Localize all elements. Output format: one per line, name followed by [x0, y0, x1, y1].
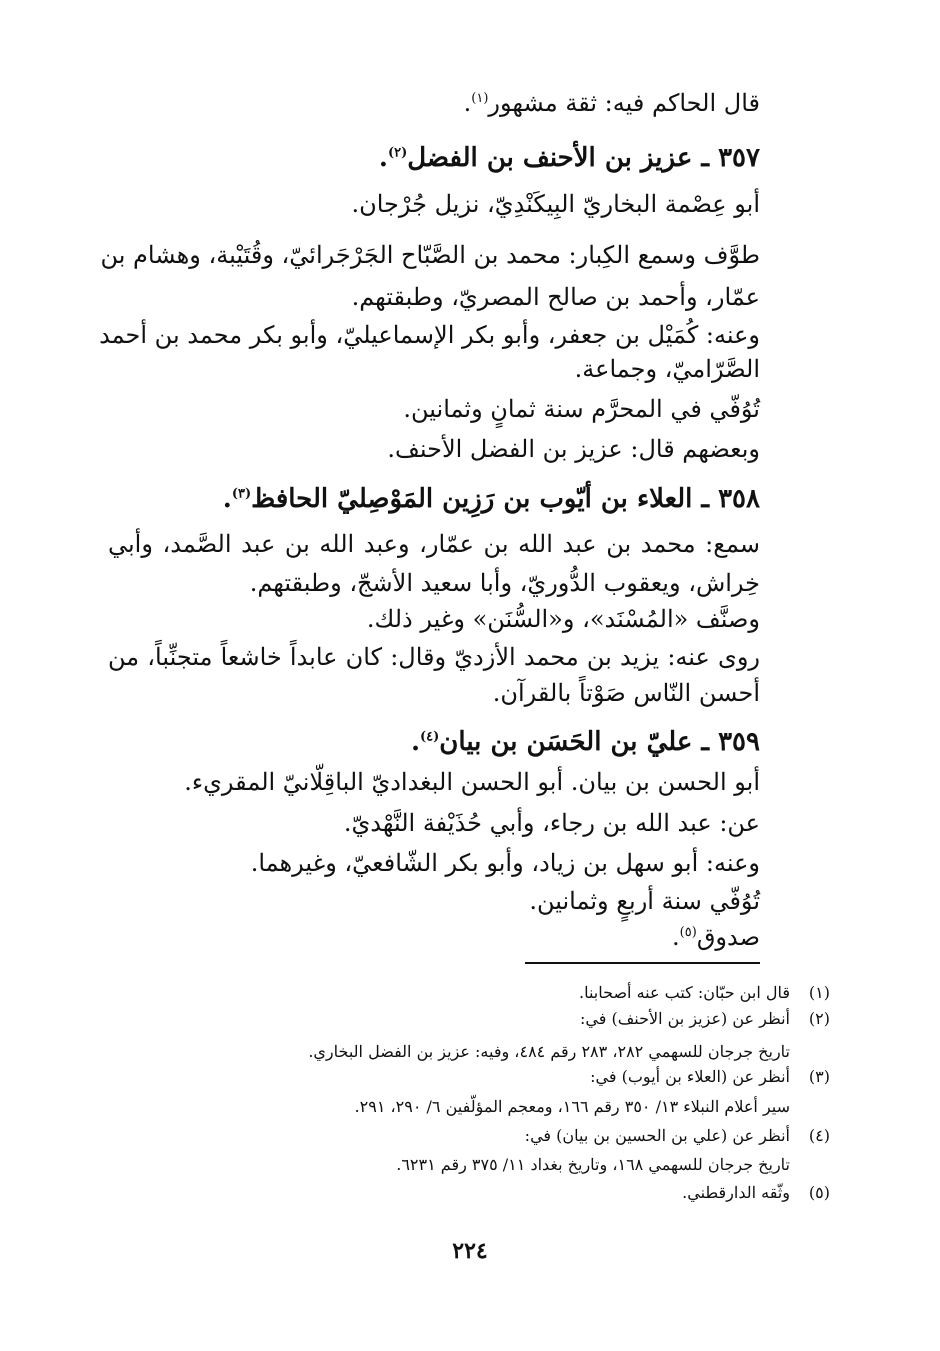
footnote-text: سير أعلام النبلاء ١٣/ ٣٥٠ رقم ١٦٦، ومعجم المؤلّفين ٦/ ٢٩٠، ٢٩١.: [354, 1097, 790, 1116]
body-line: أبو عِصْمة البخاريّ البِيكَنْدِيّ، نزيل جُرْجان.: [351, 190, 760, 218]
body-line: الصَّرّاميّ، وجماعة.: [574, 355, 760, 383]
footnote-text: تاريخ جرجان للسهمي ٢٨٢، ٢٨٣ رقم ٤٨٤، وفيه: عزيز بن الفضل البخاري.: [308, 1042, 790, 1061]
footnote-text: أنظر عن (علي بن الحسين بن بيان) في:: [524, 1126, 790, 1145]
footnote-ref: (٥): [679, 925, 697, 940]
footnote-text: أنظر عن (العلاء بن أيوب) في:: [590, 1067, 790, 1086]
footnote-ref: (١): [471, 91, 489, 106]
body-line: وبعضهم قال: عزيز بن الفضل الأحنف.: [387, 435, 760, 463]
footnote-ref: (٢): [387, 145, 408, 161]
footnote-ref: (٣): [231, 486, 252, 502]
page-number: ٢٢٤: [452, 1238, 488, 1264]
body-line: صدوق$^{(٥)}$.: [672, 923, 760, 951]
body-line: تُوُفّي سنة أربعٍ وثمانين.: [529, 887, 760, 915]
body-line: أحسن النّاس صَوْتاً بالقرآن.: [492, 679, 760, 707]
body-line: خِراش، ويعقوب الدُّوريّ، وأبا سعيد الأشجّ، وطبقتهم.: [249, 569, 760, 597]
body-line: عمّار، وأحمد بن صالح المصريّ، وطبقتهم.: [351, 283, 760, 311]
footnote-text: وثّقه الدارقطني.: [682, 1183, 790, 1202]
entry-heading-357: ٣٥٧ ـ عزيز بن الأحنف بن الفضل$^{(٢)}$.: [378, 143, 760, 173]
entry-heading-359: ٣٥٩ ـ عليّ بن الحَسَن بن بيان$^{(٤)}$.: [410, 727, 760, 757]
footnote-number: (٢): [808, 1009, 830, 1028]
body-line: تُوُفّي في المحرَّم سنة ثمانٍ وثمانين.: [403, 395, 760, 423]
footnote-text: أنظر عن (عزيز بن الأحنف) في:: [579, 1009, 790, 1028]
footnote-number: (٣): [808, 1067, 830, 1086]
body-line: وعنه: كُمَيْل بن جعفر، وأبو بكر الإسماعيليّ، وأبو بكر محمد بن أحمد: [99, 321, 760, 349]
footnote-number: (٥): [808, 1183, 830, 1202]
footnote-number: (٤): [808, 1126, 830, 1145]
footnote-text: قال ابن حبّان: كتب عنه أصحابنا.: [579, 983, 790, 1002]
body-line: عن: عبد الله بن رجاء، وأبي حُذَيْفة النَّهْديّ.: [343, 809, 760, 837]
body-line: قال الحاكم فيه: ثقة مشهور$^{(١)}$.: [463, 89, 760, 117]
body-line: وصنَّف «المُسْنَد»، و«السُّنَن» وغير ذلك.: [366, 605, 760, 633]
footnote-separator: [525, 962, 760, 964]
body-line: طوَّف وسمع الكِبار: محمد بن الصَّبّاح الجَرْجَرائيّ، وقُتَيْبة، وهشام بن: [100, 241, 760, 269]
footnote-ref: (٤): [420, 729, 440, 745]
footnote-number: (١): [808, 983, 830, 1002]
footnote-text: تاريخ جرجان للسهمي ١٦٨، وتاريخ بغداد ١١/ ٣٧٥ رقم ٦٢٣١.: [396, 1155, 790, 1174]
body-line: وعنه: أبو سهل بن زياد، وأبو بكر الشّافعيّ، وغيرهما.: [250, 849, 760, 877]
body-line: أبو الحسن بن بيان. أبو الحسن البغداديّ الباقِلّانيّ المقريء.: [184, 768, 760, 796]
body-line: روى عنه: يزيد بن محمد الأزديّ وقال: كان عابداً خاشعاً متجنِّباً، من: [108, 643, 760, 671]
entry-heading-358: ٣٥٨ ـ العلاء بن أيّوب بن رَزِين المَوْصِليّ الحافظ$^{(٣)}$.: [222, 484, 760, 514]
body-line: سمع: محمد بن عبد الله بن عمّار، وعبد الله بن عبد الصَّمد، وأبي: [108, 530, 760, 558]
